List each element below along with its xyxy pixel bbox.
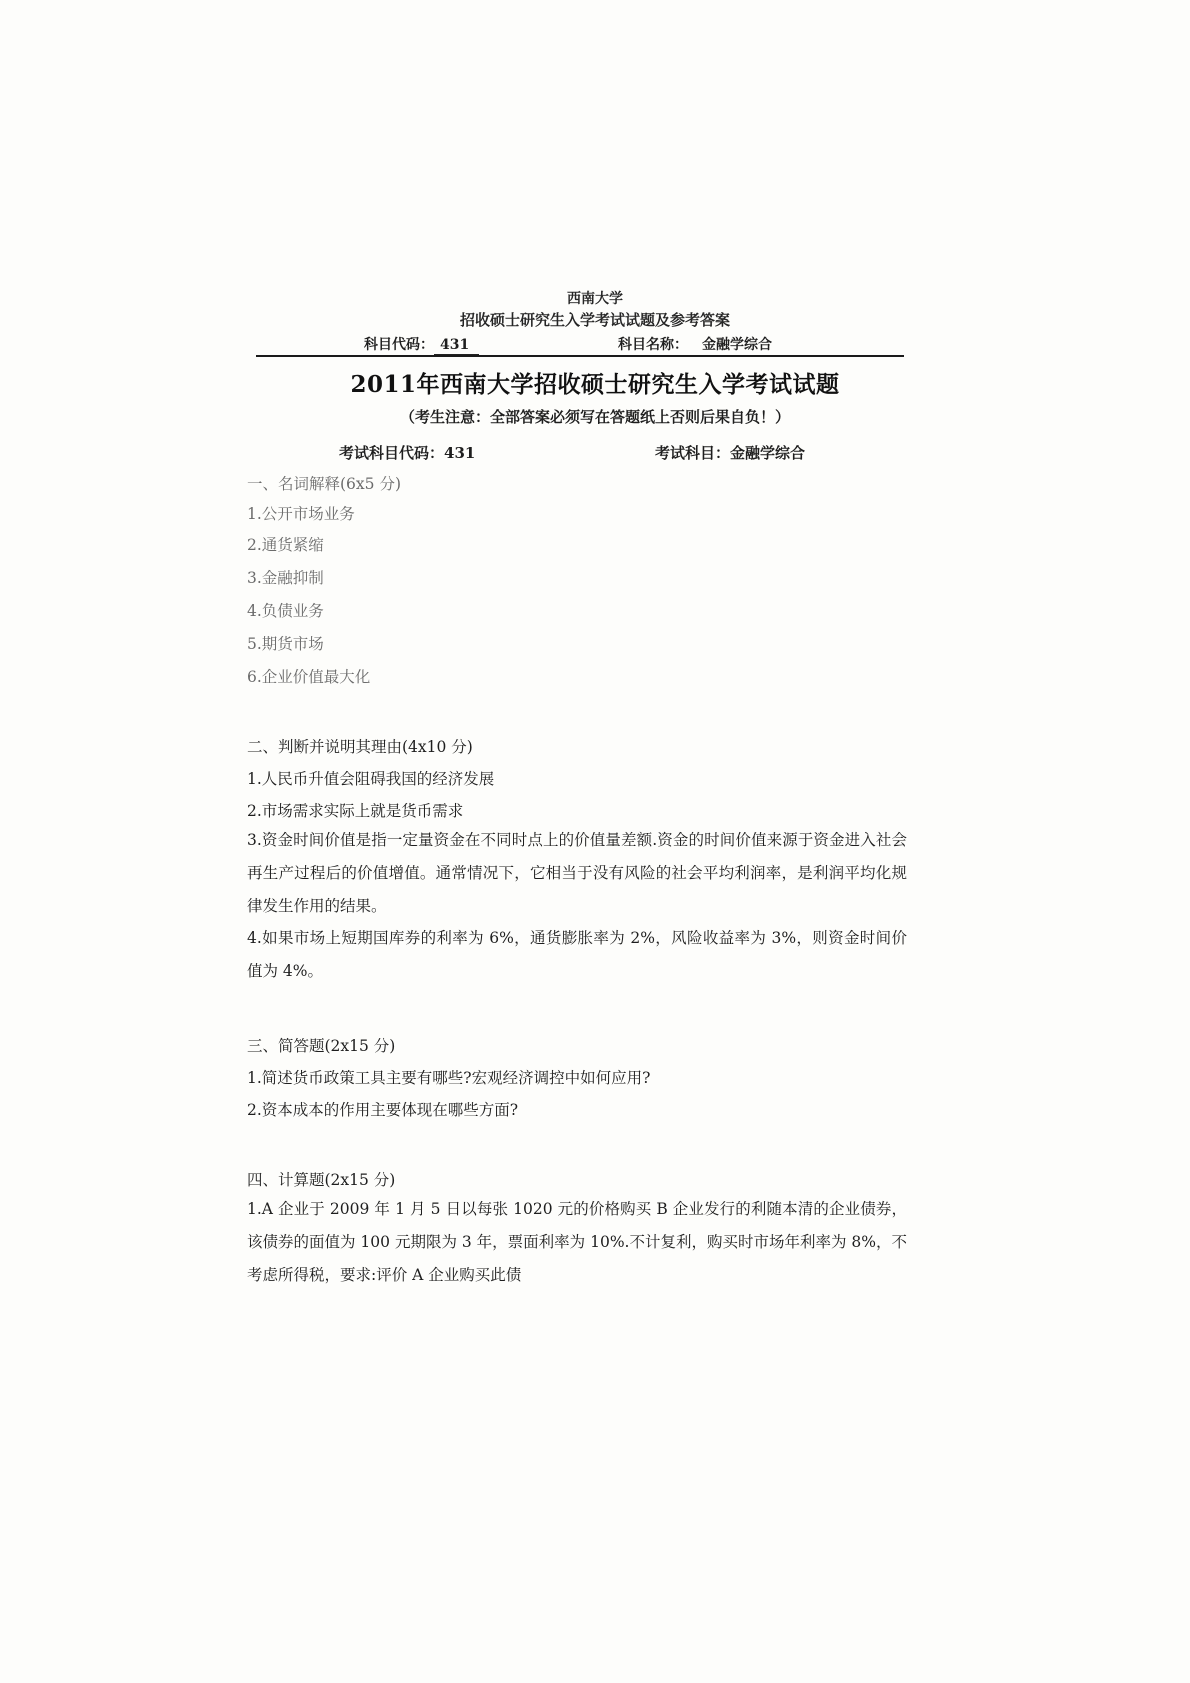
exam-code: 考试科目代码：431 — [339, 444, 476, 462]
exam-notice: （考生注意：全部答案必须写在答题纸上否则后果自负！） — [399, 408, 790, 426]
section-3-item: 1.简述货币政策工具主要有哪些?宏观经济调控中如何应用? — [247, 1069, 651, 1087]
section-3-heading: 三、简答题(2x15 分) — [247, 1037, 396, 1055]
subject-name — [618, 334, 792, 356]
section-2-item: 1.人民币升值会阻碍我国的经济发展 — [247, 770, 495, 788]
section-1-item: 1.公开市场业务 — [247, 505, 355, 523]
section-2-item: 2.市场需求实际上就是货币需求 — [247, 802, 464, 820]
header-divider — [256, 355, 904, 357]
section-1-item: 4.负债业务 — [247, 602, 324, 620]
university-name: 西南大学 — [567, 291, 623, 307]
exam-title: 2011年西南大学招收硕士研究生入学考试试题 — [350, 371, 840, 398]
section-2-heading: 二、判断并说明其理由(4x10 分) — [247, 738, 473, 756]
section-2-item: 4.如果市场上短期国库券的利率为 6%，通货膨胀率为 2%，风险收益率为 3%，则资金时间价值为 4%。 — [247, 929, 907, 980]
exam-subject: 考试科目：金融学综合 — [655, 444, 806, 462]
section-3-item: 2.资本成本的作用主要体现在哪些方面? — [247, 1101, 519, 1119]
section-4-heading: 四、计算题(2x15 分) — [247, 1171, 396, 1189]
section-1-item: 6.企业价值最大化 — [247, 668, 371, 686]
subject-code-label: 科目代码： — [364, 337, 434, 353]
section-4-item: 1.A 企业于 2009 年 1 月 5 日以每张 1020 元的价格购买 B 企业发行的利随本清的企业债券，该债券的面值为 100 元期限为 3 年，票面利率为 10%.不计复利，购买时市场年利率为 8%，不考虑所得税，要求:评价 A 企业购买此债 — [247, 1200, 907, 1284]
section-1-item: 2.通货紧缩 — [247, 536, 324, 554]
section-1-item: 5.期货市场 — [247, 635, 324, 653]
subject-name-value: 金融学综合 — [688, 334, 792, 356]
section-1-item: 3.金融抑制 — [247, 569, 324, 587]
subject-code-value: 431 — [434, 337, 479, 355]
section-2-item: 3.资金时间价值是指一定量资金在不同时点上的价值量差额.资金的时间价值来源于资金进入社会再生产过程后的价值增值。通常情况下，它相当于没有风险的社会平均利润率，是利润平均化规律发生作用的结果。 — [247, 831, 907, 915]
section-1-heading: 一、名词解释(6x5 分) — [247, 475, 401, 493]
document-subtitle: 招收硕士研究生入学考试试题及参考答案 — [459, 311, 730, 329]
subject-code — [364, 334, 479, 355]
subject-name-label: 科目名称： — [618, 337, 688, 353]
